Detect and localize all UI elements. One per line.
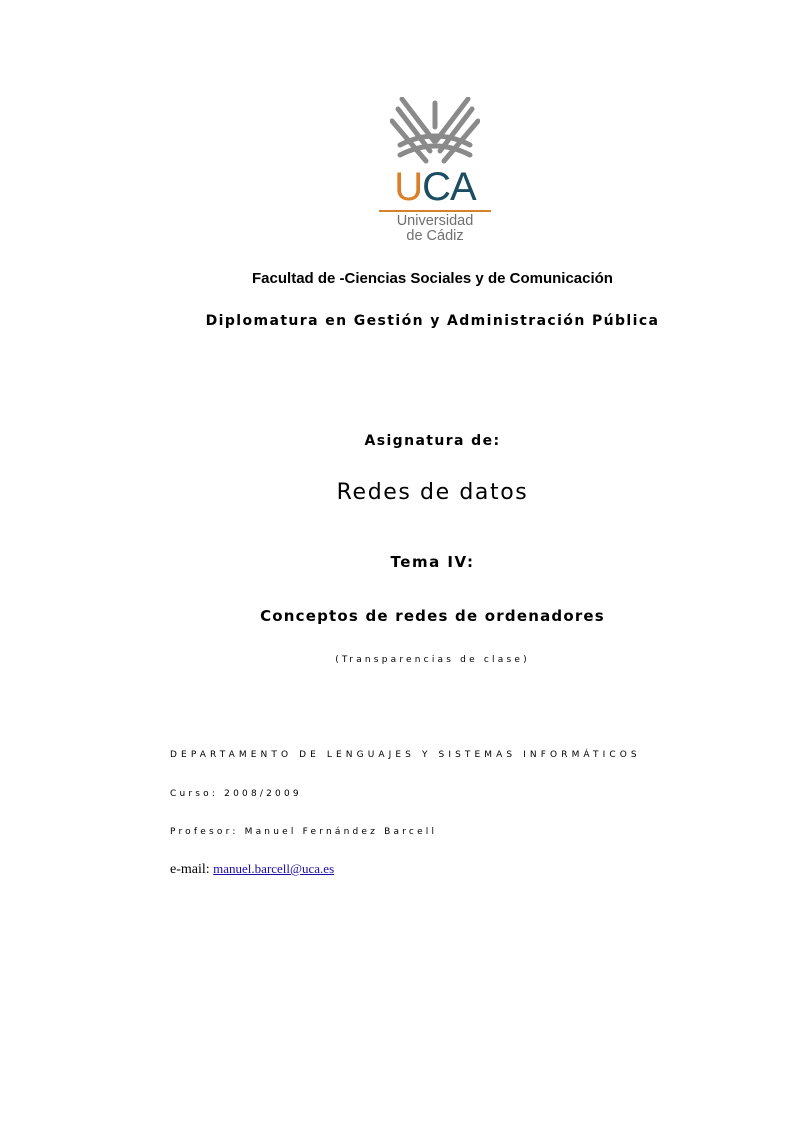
logo-divider bbox=[379, 210, 491, 212]
university-line-1: Universidad bbox=[396, 213, 474, 229]
university-line-2: de Cádiz bbox=[406, 228, 464, 244]
slides-note: (Transparencias de clase) bbox=[335, 655, 530, 665]
subject-label: Asignatura de: bbox=[364, 433, 501, 449]
wordmark-ca: CA bbox=[422, 165, 476, 209]
uca-logo bbox=[378, 97, 492, 249]
topic-label: Tema IV: bbox=[390, 553, 475, 571]
email-link[interactable]: manuel.barcell@uca.es bbox=[213, 861, 335, 876]
teacher-name: Profesor: Manuel Fernández Barcell bbox=[170, 827, 438, 837]
university-name bbox=[378, 214, 492, 244]
topic-title: Conceptos de redes de ordenadores bbox=[260, 607, 605, 625]
email-label: e-mail: bbox=[170, 862, 210, 877]
uca-wordmark bbox=[378, 167, 492, 207]
degree-title: Diplomatura en Gestión y Administración Pública bbox=[205, 313, 660, 329]
subject-title: Redes de datos bbox=[336, 480, 529, 505]
department-name: DEPARTAMENTO DE LENGUAJES Y SISTEMAS INFORMÁTICOS bbox=[170, 750, 641, 760]
course-year: Curso: 2008/2009 bbox=[170, 789, 302, 799]
uca-emblem-icon bbox=[390, 97, 480, 167]
email-line bbox=[170, 861, 334, 878]
faculty-title: Facultad de -Ciencias Sociales y de Comunicación bbox=[252, 270, 613, 287]
wordmark-u: U bbox=[394, 165, 423, 209]
